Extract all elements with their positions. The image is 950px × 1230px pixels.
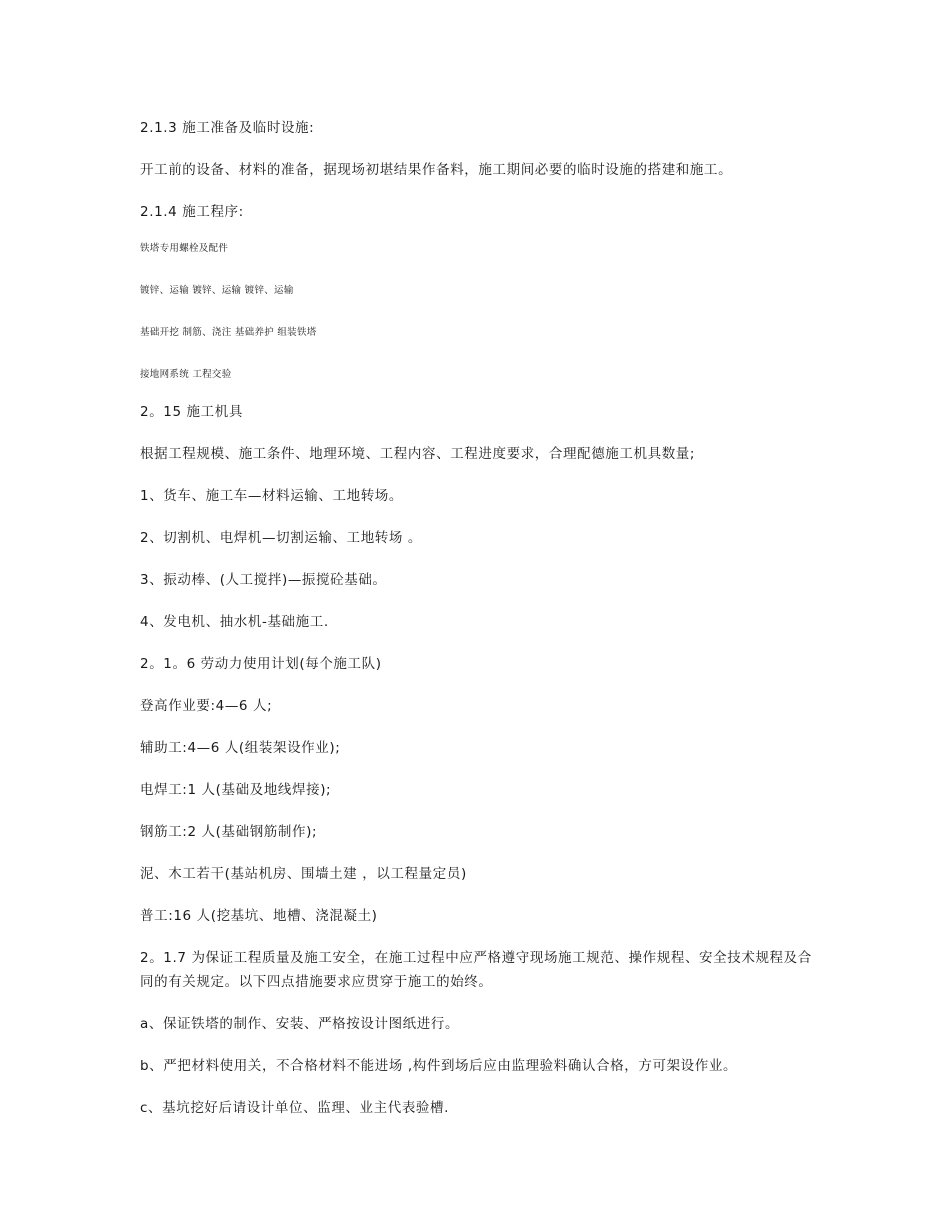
measure-item-a: a、保证铁塔的制作、安装、严格按设计图纸进行。	[140, 1016, 460, 1032]
tool-item-3: 3、振动棒、(人工搅拌)—振搅砼基础。	[140, 572, 387, 588]
measure-item-b: b、严把材料使用关，不合格材料不能进场 ,构件到场后应由监理验料确认合格，方可架设作业。	[140, 1058, 738, 1074]
labor-item-1: 登高作业要:4—6 人;	[140, 698, 273, 714]
section-heading-2-1-3: 2.1.3 施工准备及临时设施:	[140, 120, 315, 136]
section-heading-2-1-4: 2.1.4 施工程序:	[140, 204, 244, 220]
tool-item-1: 1、货车、施工车—材料运输、工地转场。	[140, 488, 403, 504]
labor-item-4: 钢筋工:2 人(基础钢筋制作);	[140, 824, 318, 840]
labor-item-2: 辅助工:4—6 人(组装架设作业);	[140, 740, 341, 756]
labor-item-3: 电焊工:1 人(基础及地线焊接);	[140, 782, 332, 798]
section-heading-2-1-5: 2。15 施工机具	[140, 404, 243, 420]
labor-item-5: 泥、木工若干(基站机房、围墙土建 ，以工程量定员)	[140, 866, 467, 882]
measure-item-c: c、基坑挖好后请设计单位、监理、业主代表验槽.	[140, 1100, 450, 1116]
paragraph-preparation: 开工前的设备、材料的准备，据现场初堪结果作备料，施工期间必要的临时设施的搭建和施工。	[140, 162, 733, 178]
tool-item-2: 2、切割机、电焊机—切割运输、工地转场 。	[140, 530, 422, 546]
flow-line-3: 基础开挖 制筋、浇注 基础养护 组装铁塔	[140, 327, 317, 338]
flow-line-1: 铁塔专用螺栓及配件	[140, 243, 229, 254]
paragraph-tools-intro: 根据工程规模、施工条件、地理环境、工程内容、工程进度要求，合理配德施工机具数量;	[140, 446, 696, 462]
flow-line-2: 镀锌、运输 镀锌、运输 镀锌、运输	[140, 285, 294, 296]
paragraph-2-1-7: 2。1.7 为保证工程质量及施工安全，在施工过程中应严格遵守现场施工规范、操作规程、安全技术规程及合同的有关规定。以下四点措施要求应贯穿于施工的始终。	[140, 950, 812, 990]
tool-item-4: 4、发电机、抽水机-基础施工.	[140, 614, 329, 630]
section-heading-2-1-6: 2。1。6 劳动力使用计划(每个施工队)	[140, 656, 382, 672]
labor-item-6: 普工:16 人(挖基坑、地槽、浇混凝土)	[140, 908, 378, 924]
flow-line-4: 接地网系统 工程交验	[140, 369, 232, 380]
